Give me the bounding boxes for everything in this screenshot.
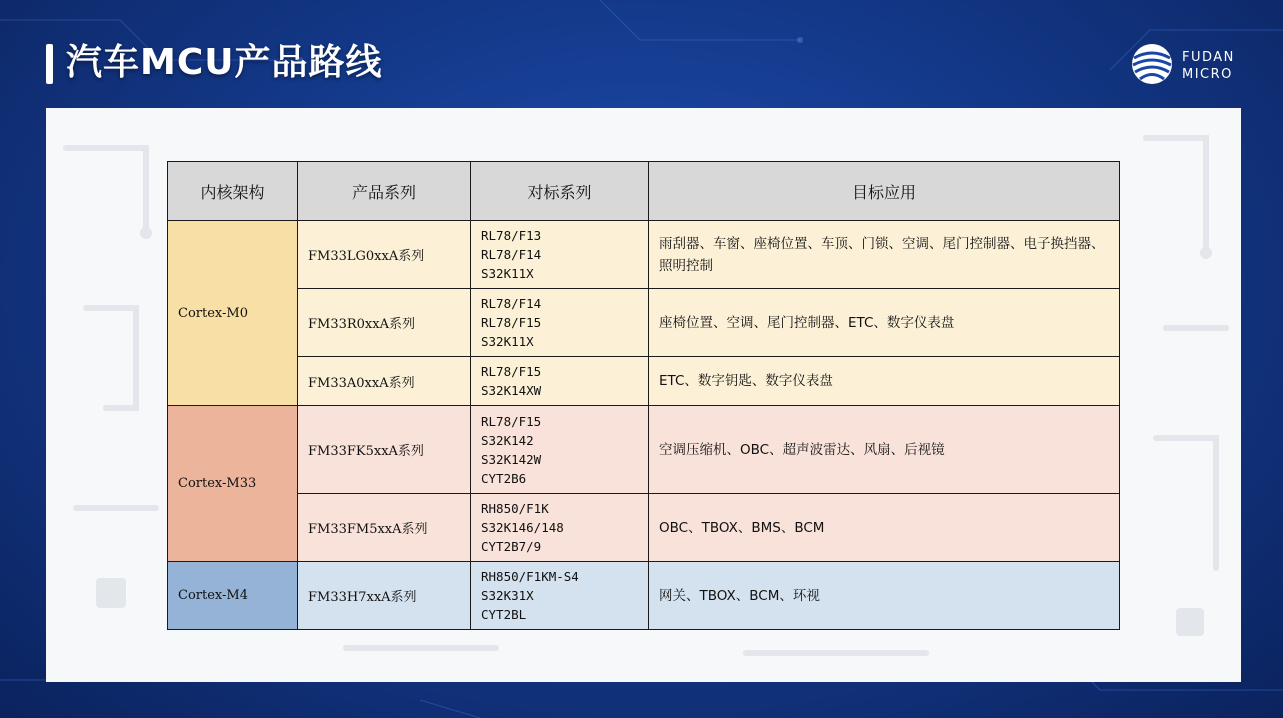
competitor-item: CYT2B6 [481, 470, 527, 486]
table-row [168, 562, 1120, 630]
core-cortex-m33: Cortex-M33 [168, 406, 298, 562]
competitor-item: S32K142 [481, 432, 534, 448]
competitor-cell [471, 289, 649, 357]
logo-line-1: FUDAN [1182, 50, 1235, 65]
logo-line-2: MICRO [1182, 67, 1233, 82]
competitor-item: RL78/F15 [481, 315, 542, 330]
competitor-item: RL78/F15 [481, 413, 542, 429]
competitor-item: S32K14XW [481, 383, 542, 398]
table-header-row [168, 162, 1120, 221]
competitor-cell [471, 221, 649, 289]
competitor-cell [471, 494, 649, 562]
header-product: 产品系列 [298, 162, 471, 221]
competitor-item: S32K31X [481, 588, 534, 603]
competitor-item: RH850/F1K [481, 501, 549, 516]
table-row [168, 289, 1120, 357]
competitor-item: S32K11X [481, 266, 534, 281]
competitor-item: RL78/F15 [481, 364, 542, 379]
competitor-item: CYT2BL [481, 607, 527, 622]
core-cortex-m0: Cortex-M0 [168, 221, 298, 406]
competitor-item: RH850/F1KM-S4 [481, 569, 579, 584]
fudan-micro-logo-icon [1128, 40, 1176, 88]
content-panel [46, 108, 1241, 682]
competitor-cell [471, 406, 649, 494]
product-cell: FM33R0xxA系列 [298, 289, 471, 357]
table-row [168, 221, 1120, 289]
application-cell: 座椅位置、空调、尾门控制器、ETC、数字仪表盘 [649, 289, 1120, 357]
fudan-micro-logo [1128, 40, 1248, 92]
product-cell: FM33FM5xxA系列 [298, 494, 471, 562]
competitor-item: CYT2B7/9 [481, 539, 542, 554]
table-row [168, 406, 1120, 494]
core-cortex-m4: Cortex-M4 [168, 562, 298, 630]
competitor-item: RL78/F14 [481, 296, 542, 311]
table-row [168, 494, 1120, 562]
product-cell: FM33A0xxA系列 [298, 357, 471, 406]
competitor-item: S32K146/148 [481, 520, 564, 535]
mcu-roadmap-table [167, 161, 1120, 630]
product-cell: FM33H7xxA系列 [298, 562, 471, 630]
header-core: 内核架构 [168, 162, 298, 221]
header-application: 目标应用 [649, 162, 1120, 221]
product-cell: FM33FK5xxA系列 [298, 406, 471, 494]
competitor-item: S32K11X [481, 334, 534, 349]
slide-title: 汽车MCU产品路线 [66, 42, 383, 83]
competitor-cell [471, 562, 649, 630]
competitor-item: RL78/F14 [481, 247, 542, 262]
logo-text [1182, 49, 1235, 83]
application-cell: 空调压缩机、OBC、超声波雷达、风扇、后视镜 [649, 406, 1120, 494]
competitor-item: S32K142W [481, 451, 542, 467]
header-competitor: 对标系列 [471, 162, 649, 221]
application-cell: 雨刮器、车窗、座椅位置、车顶、门锁、空调、尾门控制器、电子换挡器、照明控制 [649, 221, 1120, 289]
competitor-cell [471, 357, 649, 406]
competitor-item: RL78/F13 [481, 228, 542, 243]
product-cell: FM33LG0xxA系列 [298, 221, 471, 289]
title-accent-bar [46, 44, 53, 84]
application-cell: ETC、数字钥匙、数字仪表盘 [649, 357, 1120, 406]
application-cell: OBC、TBOX、BMS、BCM [649, 494, 1120, 562]
table-row [168, 357, 1120, 406]
application-cell: 网关、TBOX、BCM、环视 [649, 562, 1120, 630]
